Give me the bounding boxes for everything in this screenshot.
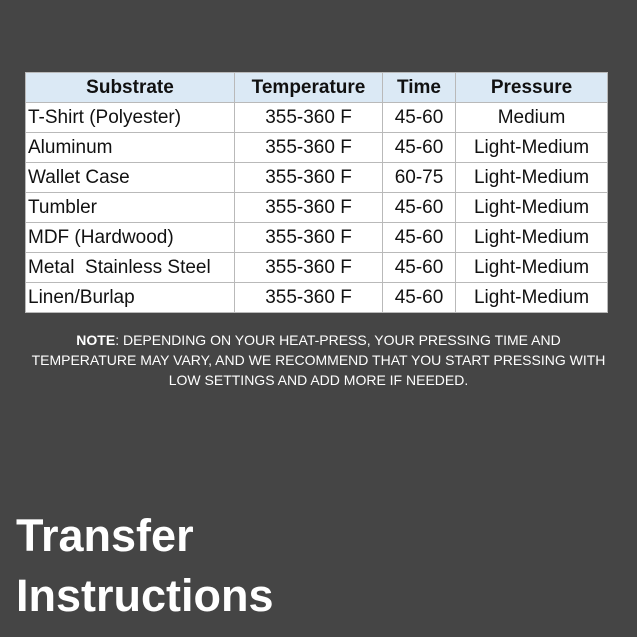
- cell-temperature: 355-360 F: [235, 253, 383, 283]
- table-header-row: [26, 73, 608, 103]
- note-paragraph: [30, 330, 607, 390]
- table-row: [26, 133, 608, 163]
- header-temperature: Temperature: [235, 73, 383, 103]
- cell-substrate: Aluminum: [26, 133, 235, 163]
- table-row: [26, 163, 608, 193]
- table-row: [26, 103, 608, 133]
- cell-substrate: Wallet Case: [26, 163, 235, 193]
- cell-time: 45-60: [383, 133, 456, 163]
- cell-temperature: 355-360 F: [235, 133, 383, 163]
- cell-substrate: Tumbler: [26, 193, 235, 223]
- cell-pressure: Medium: [456, 103, 608, 133]
- table-row: [26, 223, 608, 253]
- cell-substrate: Linen/Burlap: [26, 283, 235, 313]
- note-text: : DEPENDING ON YOUR HEAT-PRESS, YOUR PRESSING TIME AND TEMPERATURE MAY VARY, AND WE RECOMMEND THAT YOU START PRESSING WITH LOW SETTINGS AND ADD MORE IF NEEDED.: [31, 332, 606, 388]
- title-line-1: Transfer: [16, 510, 194, 561]
- table-row: [26, 253, 608, 283]
- cell-time: 45-60: [383, 103, 456, 133]
- cell-time: 45-60: [383, 223, 456, 253]
- cell-temperature: 355-360 F: [235, 283, 383, 313]
- cell-pressure: Light-Medium: [456, 163, 608, 193]
- cell-time: 45-60: [383, 283, 456, 313]
- header-time: Time: [383, 73, 456, 103]
- heat-press-settings-table: [25, 72, 608, 313]
- cell-time: 45-60: [383, 253, 456, 283]
- header-pressure: Pressure: [456, 73, 608, 103]
- cell-pressure: Light-Medium: [456, 253, 608, 283]
- cell-time: 60-75: [383, 163, 456, 193]
- cell-temperature: 355-360 F: [235, 193, 383, 223]
- cell-pressure: Light-Medium: [456, 283, 608, 313]
- cell-pressure: Light-Medium: [456, 193, 608, 223]
- cell-substrate: T-Shirt (Polyester): [26, 103, 235, 133]
- cell-substrate: MDF (Hardwood): [26, 223, 235, 253]
- cell-pressure: Light-Medium: [456, 223, 608, 253]
- settings-table-container: [25, 72, 607, 313]
- table-row: [26, 193, 608, 223]
- cell-time: 45-60: [383, 193, 456, 223]
- page-title: [16, 506, 274, 626]
- cell-temperature: 355-360 F: [235, 103, 383, 133]
- table-row: [26, 283, 608, 313]
- cell-pressure: Light-Medium: [456, 133, 608, 163]
- title-line-2: Instructions: [16, 570, 274, 621]
- cell-substrate: Metal Stainless Steel: [26, 253, 235, 283]
- header-substrate: Substrate: [26, 73, 235, 103]
- cell-temperature: 355-360 F: [235, 163, 383, 193]
- cell-temperature: 355-360 F: [235, 223, 383, 253]
- note-label: NOTE: [76, 332, 116, 348]
